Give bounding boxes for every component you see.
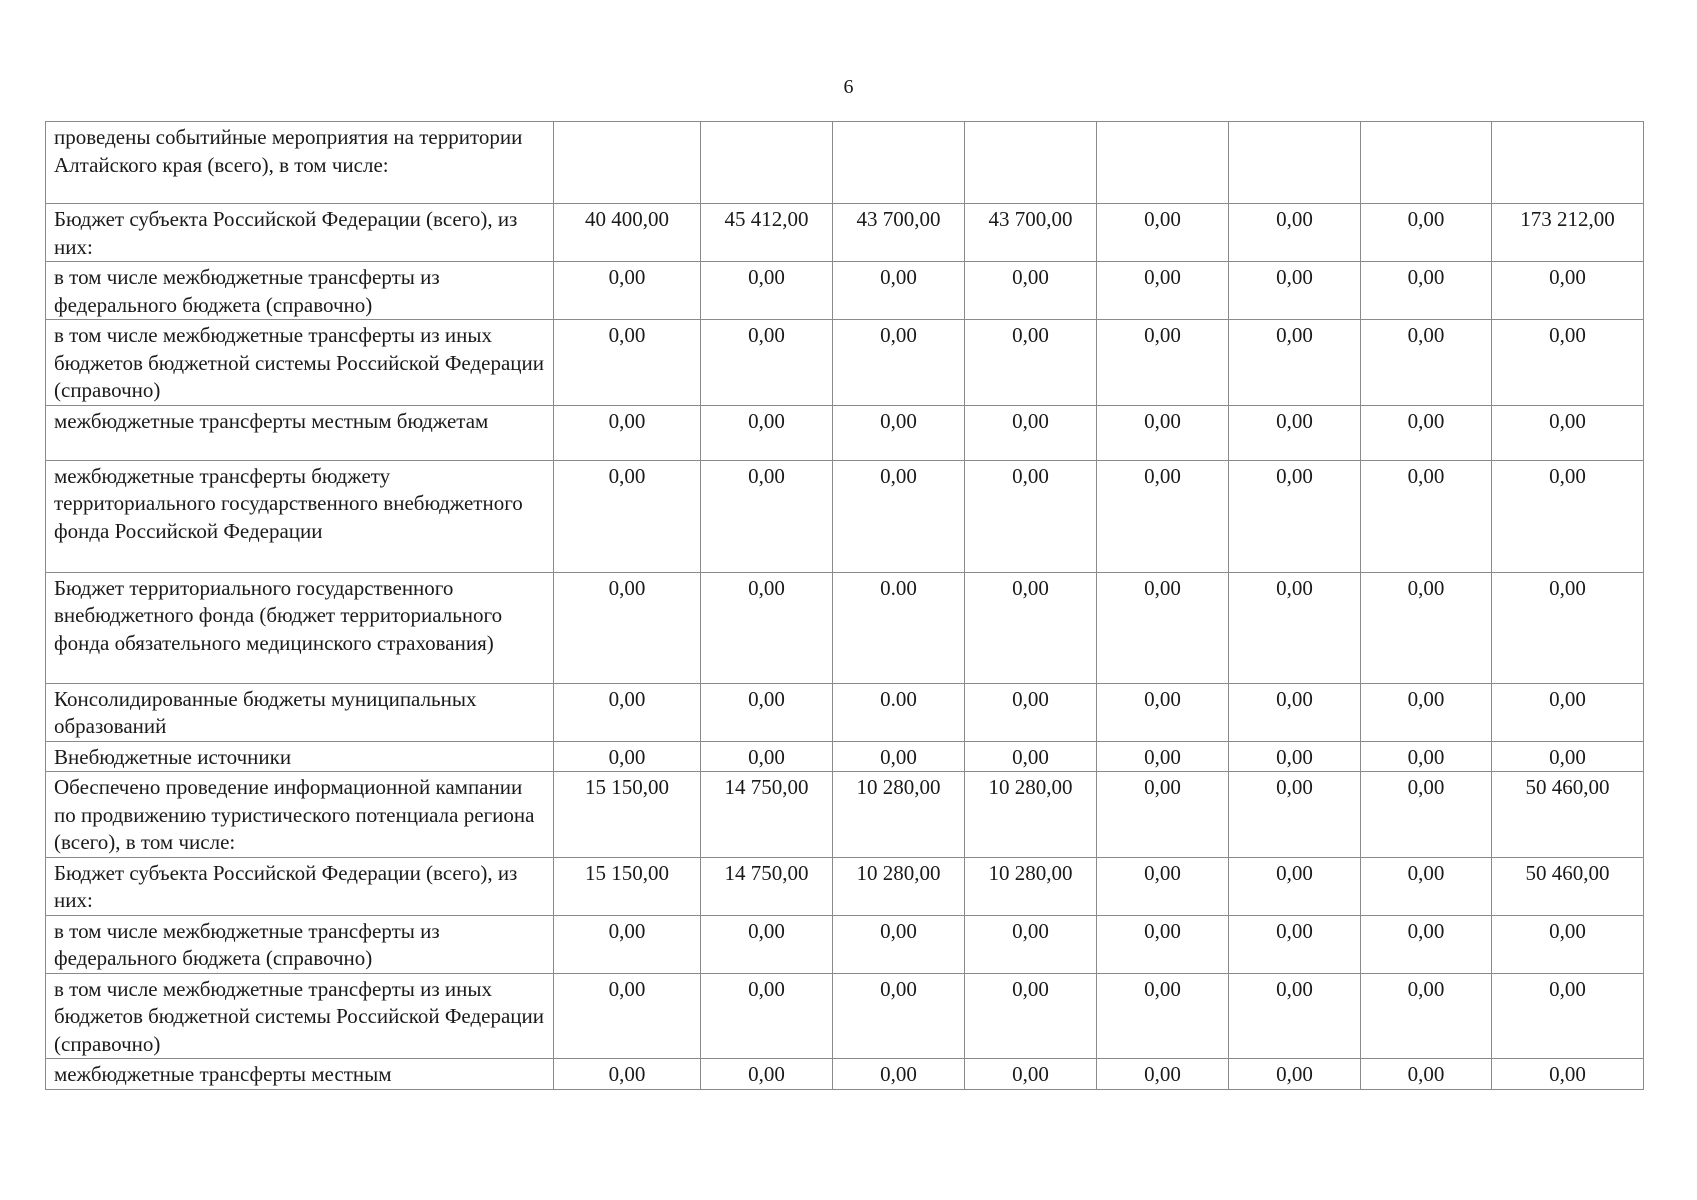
value-cell: 0,00 <box>1097 857 1229 915</box>
table-row <box>46 204 1644 262</box>
value-cell: 0,00 <box>1229 320 1361 406</box>
row-label: межбюджетные трансферты бюджету территориального государственного внебюджетного фонда Российской Федерации <box>46 460 554 572</box>
value-cell: 0,00 <box>1361 973 1492 1059</box>
value-cell <box>833 122 965 204</box>
value-cell: 0,00 <box>833 460 965 572</box>
value-cell: 0,00 <box>833 262 965 320</box>
value-cell: 0,00 <box>554 405 701 460</box>
value-cell: 0,00 <box>833 741 965 772</box>
value-cell: 0,00 <box>554 741 701 772</box>
value-cell: 0,00 <box>554 262 701 320</box>
value-cell <box>1229 122 1361 204</box>
table-row <box>46 915 1644 973</box>
value-cell: 45 412,00 <box>701 204 833 262</box>
value-cell: 0,00 <box>1097 1059 1229 1090</box>
row-label: межбюджетные трансферты местным <box>46 1059 554 1090</box>
value-cell: 0,00 <box>833 915 965 973</box>
value-cell: 0,00 <box>965 405 1097 460</box>
value-cell: 0,00 <box>1492 405 1644 460</box>
value-cell <box>1492 122 1644 204</box>
value-cell: 0,00 <box>1492 572 1644 683</box>
value-cell: 0,00 <box>1229 973 1361 1059</box>
value-cell: 0,00 <box>1492 915 1644 973</box>
value-cell: 10 280,00 <box>833 857 965 915</box>
row-label: в том числе межбюджетные трансферты из федерального бюджета (справочно) <box>46 262 554 320</box>
value-cell: 0,00 <box>833 320 965 406</box>
value-cell: 0,00 <box>965 1059 1097 1090</box>
value-cell: 0,00 <box>1361 320 1492 406</box>
table-row <box>46 572 1644 683</box>
value-cell: 0,00 <box>1361 772 1492 858</box>
value-cell: 0,00 <box>701 915 833 973</box>
value-cell: 0,00 <box>1229 772 1361 858</box>
row-label: Бюджет субъекта Российской Федерации (всего), из них: <box>46 204 554 262</box>
value-cell: 0,00 <box>701 460 833 572</box>
value-cell: 0,00 <box>701 741 833 772</box>
row-label: Бюджет субъекта Российской Федерации (всего), из них: <box>46 857 554 915</box>
table-row <box>46 405 1644 460</box>
value-cell: 0,00 <box>965 262 1097 320</box>
value-cell: 0,00 <box>701 683 833 741</box>
value-cell <box>1361 122 1492 204</box>
value-cell: 15 150,00 <box>554 772 701 858</box>
value-cell: 0,00 <box>554 320 701 406</box>
table-row <box>46 1059 1644 1090</box>
value-cell: 173 212,00 <box>1492 204 1644 262</box>
value-cell: 0,00 <box>1097 741 1229 772</box>
value-cell: 0,00 <box>701 262 833 320</box>
value-cell: 0,00 <box>1229 460 1361 572</box>
value-cell: 40 400,00 <box>554 204 701 262</box>
row-label: проведены событийные мероприятия на территории Алтайского края (всего), в том числе: <box>46 122 554 204</box>
value-cell: 0,00 <box>701 1059 833 1090</box>
value-cell: 0,00 <box>1097 572 1229 683</box>
value-cell: 0,00 <box>1229 405 1361 460</box>
value-cell: 0,00 <box>1361 915 1492 973</box>
value-cell: 0,00 <box>1492 460 1644 572</box>
value-cell: 0,00 <box>701 405 833 460</box>
value-cell: 0,00 <box>554 915 701 973</box>
value-cell: 0,00 <box>1361 741 1492 772</box>
row-label: Обеспечено проведение информационной кампании по продвижению туристического потенциала региона (всего), в том числе: <box>46 772 554 858</box>
value-cell: 0,00 <box>833 973 965 1059</box>
value-cell: 0,00 <box>1492 262 1644 320</box>
value-cell: 15 150,00 <box>554 857 701 915</box>
value-cell: 0,00 <box>554 460 701 572</box>
value-cell: 0,00 <box>1097 405 1229 460</box>
value-cell: 0.00 <box>833 683 965 741</box>
value-cell: 0,00 <box>1492 320 1644 406</box>
value-cell: 0,00 <box>1229 262 1361 320</box>
value-cell: 0,00 <box>1229 1059 1361 1090</box>
value-cell <box>1097 122 1229 204</box>
value-cell: 0,00 <box>1361 1059 1492 1090</box>
value-cell: 0,00 <box>1361 683 1492 741</box>
value-cell: 0,00 <box>1229 741 1361 772</box>
value-cell: 0,00 <box>554 572 701 683</box>
value-cell: 0,00 <box>1097 320 1229 406</box>
value-cell: 14 750,00 <box>701 857 833 915</box>
value-cell: 10 280,00 <box>965 857 1097 915</box>
value-cell: 0,00 <box>965 741 1097 772</box>
value-cell: 0,00 <box>1361 460 1492 572</box>
table-row <box>46 460 1644 572</box>
row-label: в том числе межбюджетные трансферты из федерального бюджета (справочно) <box>46 915 554 973</box>
value-cell: 50 460,00 <box>1492 857 1644 915</box>
value-cell: 0,00 <box>833 1059 965 1090</box>
table-row <box>46 772 1644 858</box>
table-row <box>46 857 1644 915</box>
value-cell: 0,00 <box>554 973 701 1059</box>
value-cell: 0,00 <box>1361 405 1492 460</box>
value-cell: 10 280,00 <box>965 772 1097 858</box>
value-cell: 43 700,00 <box>833 204 965 262</box>
budget-table <box>45 121 1644 1090</box>
value-cell: 0,00 <box>833 405 965 460</box>
value-cell: 0,00 <box>1492 1059 1644 1090</box>
page-number: 6 <box>843 76 854 98</box>
row-label: в том числе межбюджетные трансферты из иных бюджетов бюджетной системы Российской Федерации (справочно) <box>46 320 554 406</box>
value-cell: 0,00 <box>1229 857 1361 915</box>
value-cell: 0,00 <box>1097 262 1229 320</box>
value-cell: 0,00 <box>965 320 1097 406</box>
table-row <box>46 122 1644 204</box>
value-cell <box>701 122 833 204</box>
value-cell: 0,00 <box>1229 204 1361 262</box>
value-cell: 0.00 <box>833 572 965 683</box>
value-cell: 0,00 <box>1361 262 1492 320</box>
value-cell: 0,00 <box>701 572 833 683</box>
value-cell: 0,00 <box>554 683 701 741</box>
value-cell <box>554 122 701 204</box>
value-cell: 10 280,00 <box>833 772 965 858</box>
value-cell: 0,00 <box>701 320 833 406</box>
value-cell: 50 460,00 <box>1492 772 1644 858</box>
row-label: в том числе межбюджетные трансферты из иных бюджетов бюджетной системы Российской Федерации (справочно) <box>46 973 554 1059</box>
value-cell: 0,00 <box>1229 915 1361 973</box>
table-row <box>46 320 1644 406</box>
table-row <box>46 683 1644 741</box>
table-row <box>46 262 1644 320</box>
value-cell: 0,00 <box>701 973 833 1059</box>
value-cell: 0,00 <box>1097 973 1229 1059</box>
value-cell: 0,00 <box>965 973 1097 1059</box>
value-cell: 0,00 <box>1361 204 1492 262</box>
value-cell: 0,00 <box>1492 741 1644 772</box>
value-cell: 0,00 <box>965 572 1097 683</box>
value-cell: 0,00 <box>1097 683 1229 741</box>
row-label: межбюджетные трансферты местным бюджетам <box>46 405 554 460</box>
value-cell: 0,00 <box>1229 572 1361 683</box>
value-cell: 43 700,00 <box>965 204 1097 262</box>
value-cell: 0,00 <box>1361 857 1492 915</box>
value-cell: 14 750,00 <box>701 772 833 858</box>
value-cell: 0,00 <box>1097 915 1229 973</box>
value-cell: 0,00 <box>1097 772 1229 858</box>
row-label: Консолидированные бюджеты муниципальных образований <box>46 683 554 741</box>
value-cell: 0,00 <box>1097 204 1229 262</box>
value-cell: 0,00 <box>1492 683 1644 741</box>
value-cell: 0,00 <box>1229 683 1361 741</box>
value-cell: 0,00 <box>1097 460 1229 572</box>
value-cell: 0,00 <box>1361 572 1492 683</box>
row-label: Внебюджетные источники <box>46 741 554 772</box>
value-cell <box>965 122 1097 204</box>
value-cell: 0,00 <box>965 460 1097 572</box>
value-cell: 0,00 <box>965 683 1097 741</box>
row-label: Бюджет территориального государственного внебюджетного фонда (бюджет территориального фонда обязательного медицинского страхования) <box>46 572 554 683</box>
value-cell: 0,00 <box>554 1059 701 1090</box>
table-row <box>46 973 1644 1059</box>
value-cell: 0,00 <box>1492 973 1644 1059</box>
value-cell: 0,00 <box>965 915 1097 973</box>
table-row <box>46 741 1644 772</box>
